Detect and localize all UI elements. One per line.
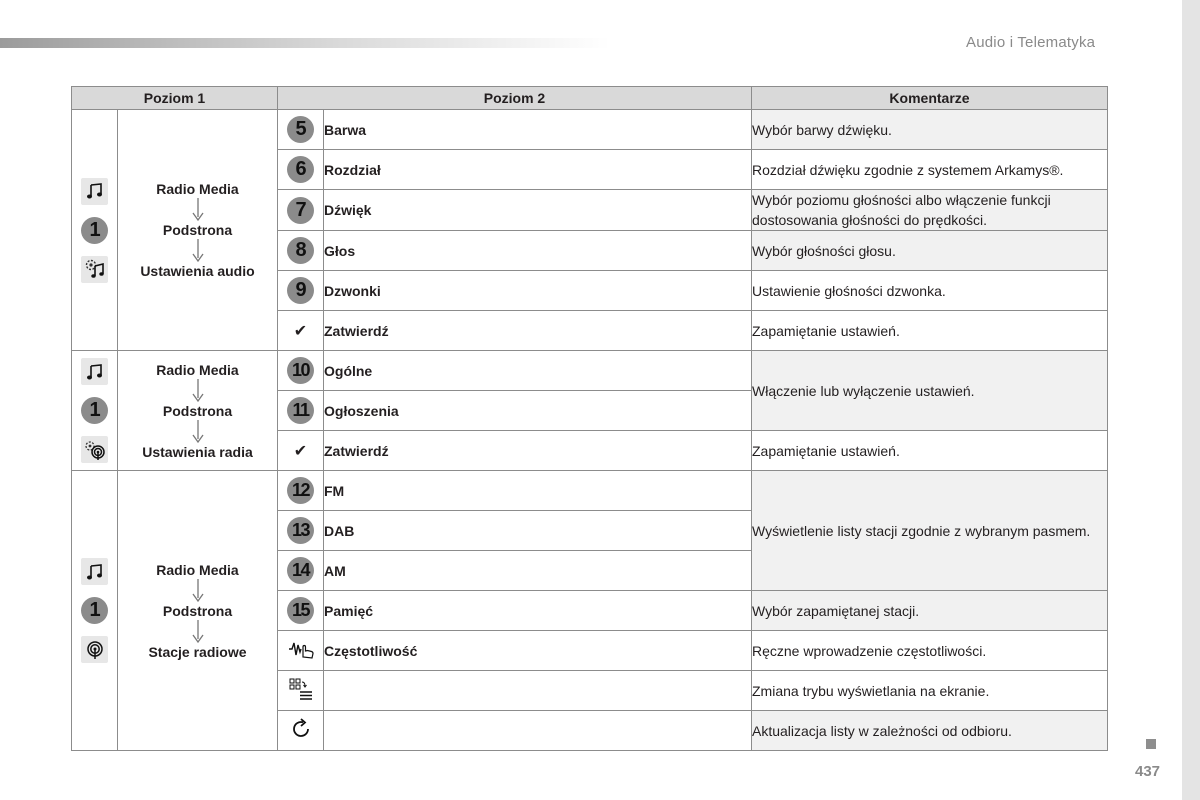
table-row: [72, 351, 1108, 391]
number-badge: 13: [287, 517, 314, 544]
merged-comment: Włączenie lub wyłączenie ustawień.: [752, 351, 1108, 431]
row-label: Częstotliwość: [324, 631, 752, 671]
row-comment: Rozdział dźwięku zgodnie z systemem Arkamys®.: [752, 150, 1108, 190]
audio-settings-icon: [81, 256, 108, 283]
row-comment: Aktualizacja listy w zależności od odbioru.: [752, 711, 1108, 751]
group-icons-audio: [72, 110, 118, 351]
header-gradient-bar: [0, 38, 610, 48]
row-label: Zatwierdź: [324, 311, 752, 351]
row-label: Ogólne: [324, 351, 752, 391]
row-marker: [278, 351, 324, 391]
number-1-badge: 1: [81, 217, 108, 244]
row-label: Zatwierdź: [324, 431, 752, 471]
path-step: Ustawienia audio: [140, 263, 255, 279]
path-step: Radio Media: [156, 181, 239, 197]
row-comment: Wybór barwy dźwięku.: [752, 110, 1108, 150]
arrow-down-icon: [191, 419, 205, 444]
header-comments: Komentarze: [752, 87, 1108, 110]
row-label: Dźwięk: [324, 190, 752, 231]
menu-path-audio: [118, 110, 278, 351]
number-badge: 6: [287, 156, 314, 183]
row-marker: [278, 711, 324, 751]
row-label: Głos: [324, 231, 752, 271]
row-label: Barwa: [324, 110, 752, 150]
radio-station-icon: [81, 636, 108, 663]
table-header-row: [72, 87, 1108, 110]
row-label: Pamięć: [324, 591, 752, 631]
section-title: Audio i Telematyka: [966, 34, 1096, 51]
page-marker-square: [1146, 739, 1156, 749]
page-edge-bar: [1182, 0, 1200, 800]
menu-path-stations: [118, 471, 278, 751]
music-note-icon: [81, 178, 108, 205]
number-1-badge: 1: [81, 597, 108, 624]
path-step: Podstrona: [162, 602, 233, 619]
number-badge: 14: [287, 557, 314, 584]
row-label: [324, 711, 752, 751]
number-badge: 7: [287, 197, 314, 224]
settings-table: [71, 86, 1108, 751]
music-note-icon: [81, 358, 108, 385]
row-comment: Zmiana trybu wyświetlania na ekranie.: [752, 671, 1108, 711]
row-marker: [278, 231, 324, 271]
row-marker: [278, 190, 324, 231]
menu-path-radio: [118, 351, 278, 471]
row-label: AM: [324, 551, 752, 591]
row-comment: Ustawienie głośności dzwonka.: [752, 271, 1108, 311]
row-label: Ogłoszenia: [324, 391, 752, 431]
row-comment: Ręczne wprowadzenie częstotliwości.: [752, 631, 1108, 671]
row-comment: Wybór poziomu głośności albo włączenie funkcji dostosowania głośności do prędkości.: [752, 190, 1108, 231]
row-marker: [278, 311, 324, 351]
row-comment: Zapamiętanie ustawień.: [752, 431, 1108, 471]
number-badge: 8: [287, 237, 314, 264]
checkmark-icon: ✔: [293, 442, 308, 460]
arrow-down-icon: [191, 619, 205, 644]
header-level1: Poziom 1: [72, 87, 278, 110]
path-step: Podstrona: [162, 402, 233, 419]
arrow-down-icon: [191, 378, 205, 403]
row-marker: [278, 271, 324, 311]
arrow-down-icon: [191, 238, 205, 263]
table-row: [72, 471, 1108, 511]
arrow-down-icon: [191, 197, 205, 222]
path-step: Stacje radiowe: [148, 643, 247, 660]
refresh-icon: [289, 717, 313, 741]
table-row: [72, 110, 1108, 150]
number-badge: 11: [287, 397, 314, 424]
group-icons-stations: [72, 471, 118, 751]
row-marker: [278, 150, 324, 190]
path-step: Ustawienia radia: [142, 443, 253, 460]
arrow-down-icon: [191, 578, 205, 603]
page-number: 437: [1135, 763, 1161, 780]
row-label: FM: [324, 471, 752, 511]
row-marker: [278, 551, 324, 591]
path-step: Radio Media: [156, 561, 239, 578]
path-step: Podstrona: [162, 222, 233, 238]
path-step: Radio Media: [156, 361, 239, 378]
row-marker: [278, 471, 324, 511]
row-comment: Zapamiętanie ustawień.: [752, 311, 1108, 351]
music-note-icon: [81, 558, 108, 585]
row-marker: [278, 511, 324, 551]
row-label: [324, 671, 752, 711]
row-marker: [278, 671, 324, 711]
display-mode-icon: [288, 677, 314, 701]
merged-comment: Wyświetlenie listy stacji zgodnie z wybranym pasmem.: [752, 471, 1108, 591]
number-badge: 5: [287, 116, 314, 143]
group-icons-radio: [72, 351, 118, 471]
checkmark-icon: ✔: [293, 322, 308, 340]
frequency-touch-icon: [288, 639, 314, 659]
row-marker: [278, 591, 324, 631]
row-marker: [278, 110, 324, 150]
row-comment: Wybór zapamiętanej stacji.: [752, 591, 1108, 631]
number-badge: 12: [287, 477, 314, 504]
number-badge: 10: [287, 357, 314, 384]
number-1-badge: 1: [81, 397, 108, 424]
header-level2: Poziom 2: [278, 87, 752, 110]
row-label: DAB: [324, 511, 752, 551]
number-badge: 9: [287, 277, 314, 304]
row-comment: Wybór głośności głosu.: [752, 231, 1108, 271]
row-marker: [278, 431, 324, 471]
row-marker: [278, 391, 324, 431]
number-badge: 15: [287, 597, 314, 624]
radio-settings-icon: [81, 436, 108, 463]
row-marker: [278, 631, 324, 671]
row-label: Rozdział: [324, 150, 752, 190]
row-label: Dzwonki: [324, 271, 752, 311]
